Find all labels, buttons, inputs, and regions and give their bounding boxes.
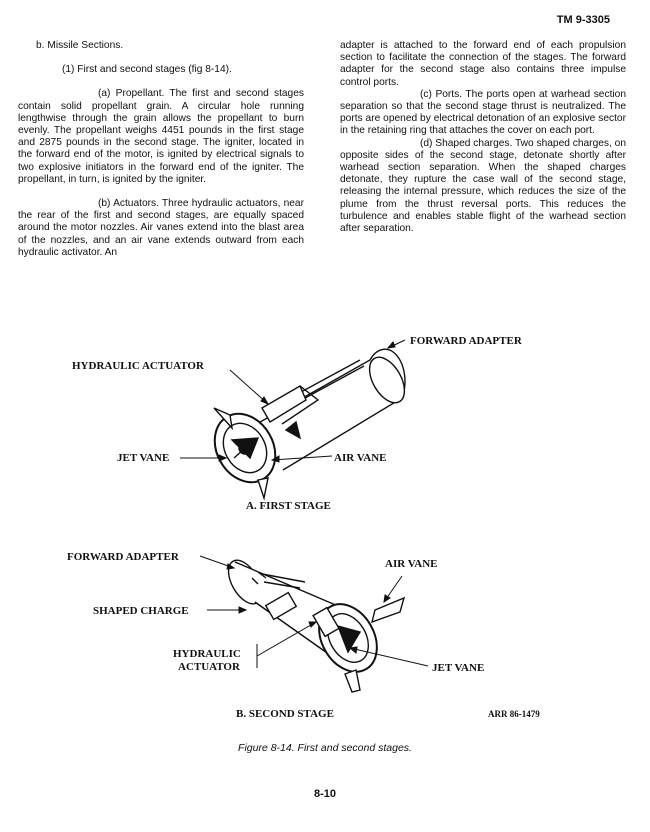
page-number: 8-10 — [313, 788, 337, 800]
document-id: TM 9-3305 — [556, 14, 610, 26]
paragraph-propellant: (a) Propellant. The first and second stages contain solid propellant grain. A circular hole running lengthwise through the grain allows the propellant to burn evenly. The propellant weighs 4451 pounds in the first stage and 2875 pounds in the second stage. The igniter, located in the forward end of the motor, is ignited by electrical signals to two explosive initiators in the forward end of the igniter. The propellant, in turn, is ignited by the igniter. — [18, 88, 304, 185]
paragraph-actuators: (b) Actuators. Three hydraulic actuators, near the rear of the first and second stages, are equally spaced around the motor nozzles. Air vanes extend into the blast area of the nozzles, and an air vane extends outward from each hydraulic activator. An — [18, 198, 304, 258]
label-hydraulic-line2: ACTUATOR — [178, 661, 240, 673]
paragraph-shaped-charges: (d) Shaped charges. Two shaped charges, on opposite sides of the second stage, detonate shortly after warhead section separation. When the shaped charges detonate, they rupture the case wall of the second stage, releasing the internal pressure, which reduces the size of the plume from the thrust reversal ports. This reduces the turbulence and enables stable flight of the warhead section after separation. — [340, 137, 626, 235]
section-heading: b. Missile Sections. — [36, 40, 124, 51]
paragraph-actuators-continued: adapter is attached to the forward end of each propulsion section to facilitate the connection of the stages. The forward adapter for the second stage also contains three impulse control ports. — [340, 40, 626, 88]
label-jet-vane-2: JET VANE — [432, 662, 485, 674]
stages-figure — [0, 320, 650, 735]
label-air-vane-2: AIR VANE — [385, 558, 438, 570]
label-shaped-charge: SHAPED CHARGE — [93, 605, 189, 617]
label-forward-adapter-1: FORWARD ADAPTER — [410, 335, 522, 347]
left-text-column — [18, 40, 304, 259]
figure-reference-code: ARR 86-1479 — [488, 709, 540, 719]
first-stage-illustration — [203, 349, 412, 498]
first-stage-title: A. FIRST STAGE — [246, 500, 331, 512]
subsection-heading: (1) First and second stages (fig 8-14). — [62, 64, 232, 76]
label-jet-vane-1: JET VANE — [117, 452, 170, 464]
right-text-column — [340, 40, 626, 235]
second-stage-title: B. SECOND STAGE — [236, 708, 334, 720]
label-air-vane-1: AIR VANE — [334, 452, 387, 464]
label-hydraulic-actuator-1: HYDRAULIC ACTUATOR — [72, 360, 204, 372]
paragraph-ports: (c) Ports. The ports open at warhead section separation so that the second stage thrust is neutralized. The ports are opened by electrical detonation of an explosive sector in the retaining ring that attaches the cover on each port. — [340, 88, 626, 137]
label-forward-adapter-2: FORWARD ADAPTER — [67, 551, 179, 563]
label-hydraulic-line1: HYDRAULIC — [173, 648, 241, 660]
figure-caption: Figure 8-14. First and second stages. — [238, 742, 412, 754]
